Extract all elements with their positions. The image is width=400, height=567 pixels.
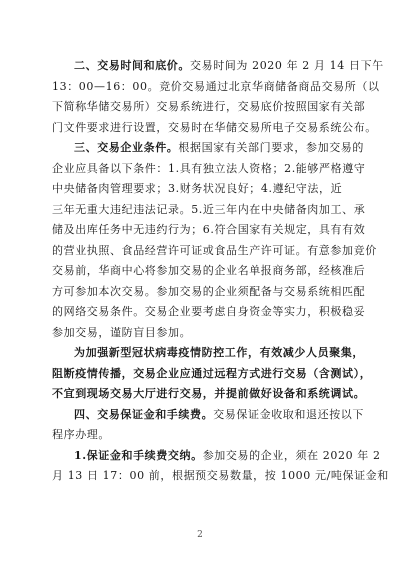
text-run: 参加交易，谨防盲目参加。 — [52, 325, 192, 339]
text-line — [52, 56, 384, 77]
text-run: 下简称华储交易所）交易系统进行，交易底价按照国家有关部 — [52, 100, 366, 113]
text-line — [52, 220, 366, 241]
bold-text-run: 不宜到现场交易大厅进行交易，并提前做好设备和系统调试。 — [52, 387, 366, 400]
bold-text-run: 1.保证金和手续费交纳。 — [74, 448, 203, 462]
text-run: 交易时间为 2020 年 2 月 14 日下午 — [190, 59, 384, 72]
text-line — [52, 466, 389, 487]
bold-text-run: 四、交易保证金和手续费。 — [74, 407, 214, 421]
text-line — [52, 118, 377, 139]
text-run: 参加交易的企业，须在 2020 年 2 — [202, 448, 381, 462]
text-run: 企业应具备以下条件：1.具有独立法人资格；2.能够严格遵守 — [52, 161, 366, 175]
text-run: 交易前，华商中心将参加交易的企业名单报商务部，经核准后 — [52, 264, 366, 277]
text-run: 月 13 日 17：00 前，根据预交易数量，按 1000 元/吨保证金和 — [52, 469, 389, 482]
text-run: 方可参加本次交易。参加交易的企业须配备与交易系统相匹配 — [52, 284, 366, 298]
document-body — [52, 56, 389, 487]
text-line — [52, 179, 354, 200]
text-line — [52, 200, 366, 221]
text-line — [52, 77, 380, 98]
text-line — [52, 159, 366, 180]
text-run: 三年无重大违纪违法记录。5.近三年内在中央储备肉加工、承 — [52, 202, 366, 216]
text-line — [52, 302, 366, 323]
text-line — [52, 138, 365, 159]
text-run: 的网络交易条件。交易企业要考虑自身资金等实力，积极稳妥 — [52, 305, 366, 318]
text-line — [52, 261, 366, 282]
text-run: 根据国家有关部门要求，参加交易的 — [178, 141, 365, 154]
text-run: 门文件要求进行设置，交易时在华储交易所电子交易系统公布。 — [52, 120, 377, 134]
text-run: 程序办理。 — [52, 428, 110, 441]
bold-text-run: 二、交易时间和底价。 — [74, 59, 190, 72]
text-run: 交易保证金收取和退还按以下 — [213, 407, 365, 421]
text-run: 储及出库任务中无违约行为；6.符合国家有关规定，具有有效 — [52, 223, 366, 236]
text-line — [52, 241, 377, 262]
page-number: 2 — [197, 530, 203, 540]
text-run: 的营业执照、食品经营许可证或食品生产许可证。有意参加竞价 — [52, 243, 377, 257]
text-run: 中央储备肉管理要求；3.财务状况良好；4.遵纪守法，近 — [52, 182, 343, 195]
text-line — [52, 364, 372, 385]
text-run: 13：00—16：00。竞价交易通过北京华商储备商品交易所（以 — [52, 79, 380, 93]
bold-text-run: 为加强新型冠状病毒疫情防控工作，有效减少人员聚集， — [74, 346, 364, 359]
text-line — [52, 384, 366, 405]
text-line — [52, 323, 354, 344]
bold-text-run: 三、交易企业条件。 — [74, 141, 179, 154]
text-line — [52, 343, 364, 364]
text-line — [52, 446, 381, 467]
bold-text-run: 阻断疫情传播，交易企业应通过远程方式进行交易（含测试）， — [52, 366, 372, 380]
text-line — [52, 425, 354, 446]
text-line — [52, 282, 366, 303]
text-line — [52, 97, 366, 118]
text-line — [52, 405, 365, 426]
